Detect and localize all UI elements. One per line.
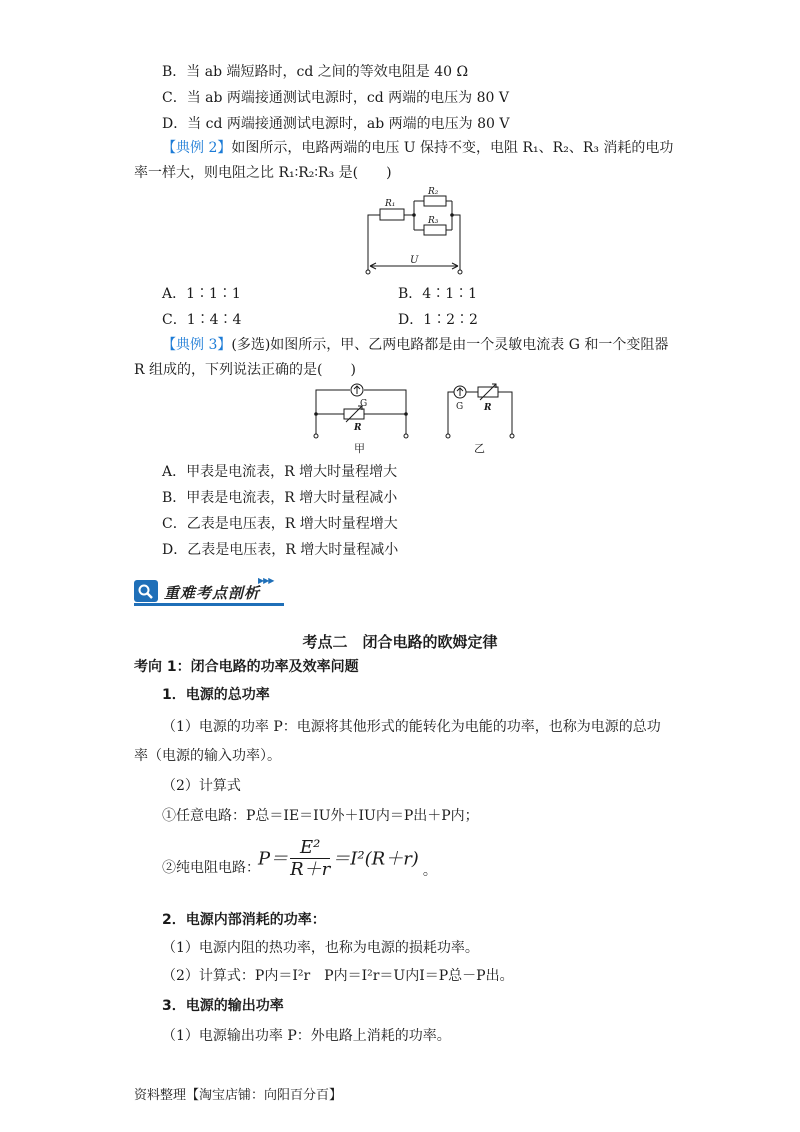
banner-title: 重难考点剖析 [164,584,261,602]
example2-option-b: B．4∶1∶1 [398,286,478,302]
example2-circuit-diagram [360,186,470,276]
heading-internal-power: 2．电源内部消耗的功率： [162,912,326,928]
example3-option-a: A．甲表是电流表，R 增大时量程增大 [162,464,398,480]
formula-rhs: ＝I²(R＋r) [332,848,419,870]
example3-stem-line1 [162,335,668,355]
heading-output-power: 3．电源的输出功率 [162,998,284,1014]
formula-end: 。 [422,862,437,879]
q1-option-b: B．当 ab 端短路时，cd 之间的等效电阻是 40 Ω [162,64,469,80]
circuit-jia-diagram [310,384,414,456]
formula-denominator: R＋r [290,859,331,880]
circuit-yi-diagram [444,384,524,456]
paragraph-internal-heat: （1）电源内阻的热功率，也称为电源的损耗功率。 [162,940,479,956]
formula-numerator: E² [290,838,330,859]
example2-stem-line2: 率一样大，则电阻之比 R₁∶R₂∶R₃ 是( ) [134,165,392,181]
paragraph-output-power: （1）电源输出功率 P：外电路上消耗的功率。 [162,1028,451,1044]
paragraph-source-power-line2: 率（电源的输入功率）。 [134,748,281,764]
jia-caption: 甲 [354,442,365,455]
paragraph-internal-formula: （2）计算式：P内＝I²r P内＝I²r＝U内I＝P总－P出。 [162,968,514,984]
paragraph-any-circuit: ①任意电路：P总＝IE＝IU外＋IU内＝P出＋P内； [162,808,479,824]
example3-tag: 【典例 3】 [162,337,232,353]
paragraph-source-power-line1: （1）电源的功率 P：电源将其他形式的能转化为电能的功率，也称为电源的总功 [162,719,661,735]
section-direction: 考向 1：闭合电路的功率及效率问题 [134,659,359,675]
u-label: U [410,255,419,266]
example3-stem-text: (多选)如图所示，甲、乙两电路都是由一个灵敏电流表 G 和一个变阻器 [231,337,669,353]
example2-option-d: D．1∶2∶2 [398,312,478,328]
jia-r-label: R [354,423,362,433]
section-title: 考点二 闭合电路的欧姆定律 [302,633,498,651]
example2-option-c: C．1∶4∶4 [162,312,242,328]
yi-g-label: G [456,402,464,412]
example3-option-d: D．乙表是电压表，R 增大时量程减小 [162,542,399,558]
formula-lhs: P＝ [258,848,289,870]
example2-option-a: A．1∶1∶1 [162,286,241,302]
jia-g-label: G [360,399,368,409]
r2-label: R₂ [428,187,439,197]
r3-label: R₃ [428,216,439,226]
paragraph-pure-resistance: ②纯电阻电路： [162,860,260,876]
footer-text: 资料整理【淘宝店铺：向阳百分百】 [134,1088,343,1103]
yi-caption: 乙 [474,442,485,455]
r1-label: R₁ [385,199,396,209]
banner-arrows-icon: ▶▶▶ [258,576,274,585]
pure-resistance-formula [258,838,437,888]
search-icon [134,580,158,602]
q1-option-d: D．当 cd 两端接通测试电源时，ab 两端的电压为 80 V [162,116,510,132]
paragraph-formula-heading: （2）计算式 [162,778,241,794]
q1-option-c: C．当 ab 两端接通测试电源时，cd 两端的电压为 80 V [162,90,509,106]
example2-tag: 【典例 2】 [162,140,232,156]
heading-total-power: 1．电源的总功率 [162,687,270,703]
banner-underline [134,603,284,606]
example3-stem-line2: R 组成的，下列说法正确的是( ) [134,362,356,378]
example2-stem-line1 [162,138,673,158]
example2-stem-text: 如图所示，电路两端的电压 U 保持不变，电阻 R₁、R₂、R₃ 消耗的电功 [231,140,674,156]
formula-fraction [290,838,330,881]
example3-option-c: C．乙表是电压表，R 增大时量程增大 [162,516,398,532]
example3-option-b: B．甲表是电流表，R 增大时量程减小 [162,490,398,506]
key-points-banner [134,576,284,606]
yi-r-label: R [484,403,492,413]
